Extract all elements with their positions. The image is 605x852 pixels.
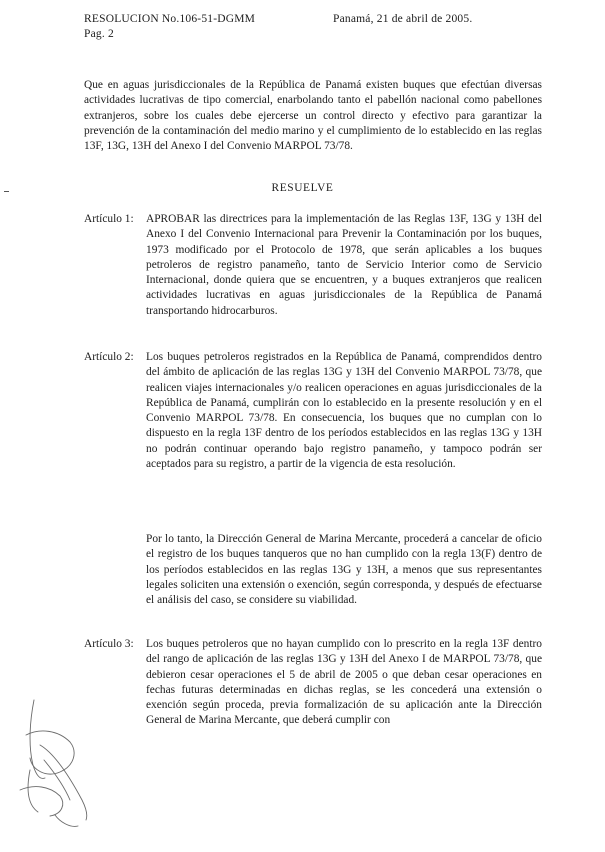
resolution-date: Panamá, 21 de abril de 2005. [333, 13, 473, 25]
article-2-label: Artículo 2: [84, 351, 134, 363]
resolution-number: RESOLUCION No.106-51-DGMM [84, 13, 256, 25]
article-3-label: Artículo 3: [84, 638, 134, 650]
page-number: Pag. 2 [84, 28, 114, 40]
article-3-text: Los buques petroleros que no hayan cumplido con lo prescrito en la regla 13F dentro del rango de aplicación de las reglas 13G y 13H del Anexo I de MARPOL 73/78, que debieron cesar operaciones el 5 de abril de 2005 o que deban cesar operaciones en fechas futuras determinadas en dichas reglas, se les concederá una extensión o exención según proceda, previa formalización de su aplicación ante la Dirección General de Marina Mercante, que deberá cumplir con [146, 638, 542, 727]
article-1-text: APROBAR las directrices para la implementación de las Reglas 13F, 13G y 13H del Anexo I del Convenio Internacional para Prevenir la Contaminación por los buques, 1973 modificado por el Protocolo de 1978, que serán aplicables a los buques petroleros de registro panameño, tanto de Servicio Interior como de Servicio Internacional, donde quiera que se encuentren, y a buques extranjeros que realicen actividades lucrativas en aguas jurisdiccionales de la República de Panamá transportando hidrocarburos. [146, 213, 542, 317]
resuelve-heading: RESUELVE [271, 182, 334, 194]
article-2-text-continued: Por lo tanto, la Dirección General de Marina Mercante, procederá a cancelar de oficio el registro de los buques tanqueros que no han cumplido con la regla 13(F) dentro de los períodos establecidos en las reglas 13G y 13H, a menos que sus representantes legales soliciten una extensión o exención, según corresponda, y después de efectuarse el análisis del caso, se considere su viabilidad. [146, 533, 542, 607]
article-2-text: Los buques petroleros registrados en la República de Panamá, comprendidos dentro del ámbito de aplicación de las reglas 13G y 13H del Convenio MARPOL 73/78, que realicen viajes internacionales y/o realicen operaciones en aguas jurisdiccionales de la República de Panamá, cumplirán con lo establecido en la presente resolución y en el Convenio MARPOL 73/78. En consecuencia, los buques que no cumplan con lo dispuesto en la regla 13F dentro de los períodos establecidos en las reglas 13G y 13H no podrán continuar operando bajo registro panameño, y tampoco podrán ser aceptados para su registro, a partir de la vigencia de esta resolución. [146, 351, 542, 471]
intro-paragraph: Que en aguas jurisdiccionales de la República de Panamá existen buques que efectúan diversas actividades lucrativas de tipo comercial, enarbolando tanto el pabellón nacional como pabellones extranjeros, sobre los cuales debe ejercerse un control directo y efectivo para garantizar la prevención de la contaminación del medio marino y el cumplimiento de lo establecido en las reglas 13F, 13G, 13H del Anexo I del Convenio MARPOL 73/78. [84, 79, 542, 153]
article-1-label: Artículo 1: [84, 213, 134, 225]
